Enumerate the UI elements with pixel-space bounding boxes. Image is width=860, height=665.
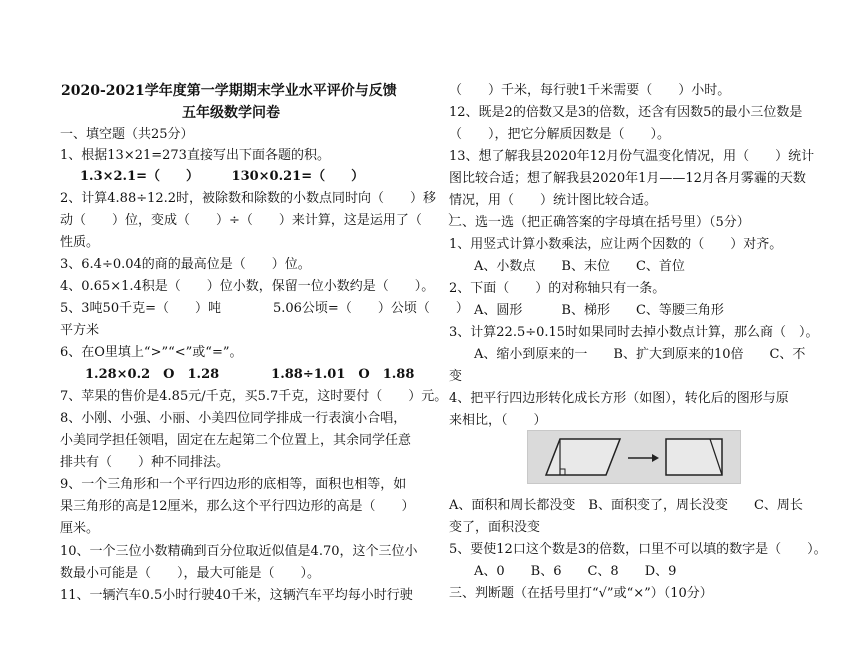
- right-column-line: 三、判断题（在括号里打“√”或“×”）（10分）: [449, 586, 713, 601]
- left-column-line: 7、苹果的售价是4.85元/千克，买5.7千克，这时要付（ ）元。: [60, 389, 448, 404]
- left-column-line: 一、填空题（共25分）: [60, 127, 194, 142]
- right-column-line: 3、计算22.5÷0.15时如果同时去掉小数点计算，那么商（ ）。: [449, 325, 819, 340]
- right-column-line: 图比较合适；想了解我县2020年1月——12月各月雾霾的天数: [449, 171, 806, 186]
- left-column-line: 1.3×2.1=（ ） 130×0.21=（ ）: [80, 169, 365, 184]
- right-column-line: 变: [449, 369, 463, 384]
- left-column-line: 排共有（ ）种不同排法。: [60, 455, 230, 470]
- right-column-line: A、小数点 B、末位 C、首位: [474, 259, 685, 274]
- right-column-line: （ ），把它分解质因数是（ ）。: [449, 127, 671, 142]
- left-column-line: 果三角形的高是12厘米，那么这个平行四边形的高是（ ）: [60, 499, 415, 514]
- figure-drawing: [528, 431, 740, 483]
- right-column-line: A、缩小到原来的一 B、扩大到原来的10倍 C、不: [474, 347, 806, 362]
- right-column-line: 5、要使12口这个数是3的倍数，口里不可以填的数字是（ ）。: [449, 542, 827, 557]
- right-column-line: 4、把平行四边形转化成长方形（如图），转化后的图形与原: [449, 391, 789, 406]
- left-column-line: 3、6.4÷0.04的商的最高位是（ ）位。: [60, 257, 311, 272]
- right-column-line: 13、想了解我县2020年12月份气温变化情况，用（ ）统计: [449, 149, 815, 164]
- left-column-line: 9、一个三角形和一个平行四边形的底相等，面积也相等，如: [60, 477, 407, 492]
- right-column-line: 情况，用（ ）统计图比较合适。: [449, 193, 658, 208]
- left-column-line: 6、在O里填上“>”“<”或“=”。: [60, 345, 243, 360]
- right-column-line: 1、用竖式计算小数乘法，应让两个因数的（ ）对齐。: [449, 237, 783, 252]
- left-column-line: 动（ ）位，变成（ ）÷（ ）来计算，这是运用了（ ）: [60, 213, 461, 228]
- left-column-line: 厘米。: [60, 521, 100, 536]
- left-column-line: 8、小刚、小强、小丽、小美四位同学排成一行表演小合唱，: [60, 411, 407, 426]
- left-column-line: 数最小可能是（ ），最大可能是（ ）。: [60, 566, 321, 581]
- left-column-line: 5、3吨50千克=（ ）吨 5.06公顷=（ ）公顷（ ）: [60, 301, 469, 316]
- left-column-line: 平方米: [60, 323, 100, 338]
- right-column-line: 二、选一选（把正确答案的字母填在括号里）（5分）: [449, 215, 750, 230]
- right-column-line: A、圆形 B、梯形 C、等腰三角形: [474, 303, 724, 318]
- left-column-line: 1.28×0.2 O 1.28 1.88÷1.01 O 1.88: [85, 367, 415, 382]
- left-column-line: 2、计算4.88÷12.2时，被除数和除数的小数点同时向（ ）移: [60, 191, 437, 206]
- left-column-line: 性质。: [60, 235, 100, 250]
- exam-title: 2020-2021学年度第一学期期末学业水平评价与反馈: [61, 83, 397, 99]
- right-column-line: A、面积和周长都没变 B、面积变了，周长没变 C、周长: [449, 498, 803, 513]
- right-column-line: 2、下面（ ）的对称轴只有一条。: [449, 281, 666, 296]
- right-column-line: 变了，面积没变: [449, 520, 541, 535]
- rectangle-shape: [666, 439, 722, 475]
- left-column-line: 小美同学担任领唱，固定在左起第二个位置上，其余同学任意: [60, 433, 412, 448]
- left-column-line: 11、一辆汽车0.5小时行驶40千米，这辆汽车平均每小时行驶: [60, 588, 413, 603]
- right-column-line: （ ）千米，每行驶1千米需要（ ）小时。: [449, 83, 731, 98]
- right-column-line: 12、既是2的倍数又是3的倍数，还含有因数5的最小三位数是: [449, 105, 803, 120]
- exam-subtitle: 五年级数学问卷: [182, 105, 280, 121]
- left-column-line: 10、一个三位小数精确到百分位取近似值是4.70，这个三位小: [60, 544, 418, 559]
- left-column-line: 4、0.65×1.4积是（ ）位小数，保留一位小数约是（ ）。: [60, 279, 435, 294]
- right-column-line: 来相比，（ ）: [449, 413, 547, 428]
- parallelogram-shape: [546, 439, 620, 475]
- parallelogram-to-rectangle-figure: [527, 430, 741, 484]
- right-column-line: A、0 B、6 C、8 D、9: [474, 564, 677, 579]
- left-column-line: 1、根据13×21=273直接写出下面各题的积。: [60, 148, 330, 163]
